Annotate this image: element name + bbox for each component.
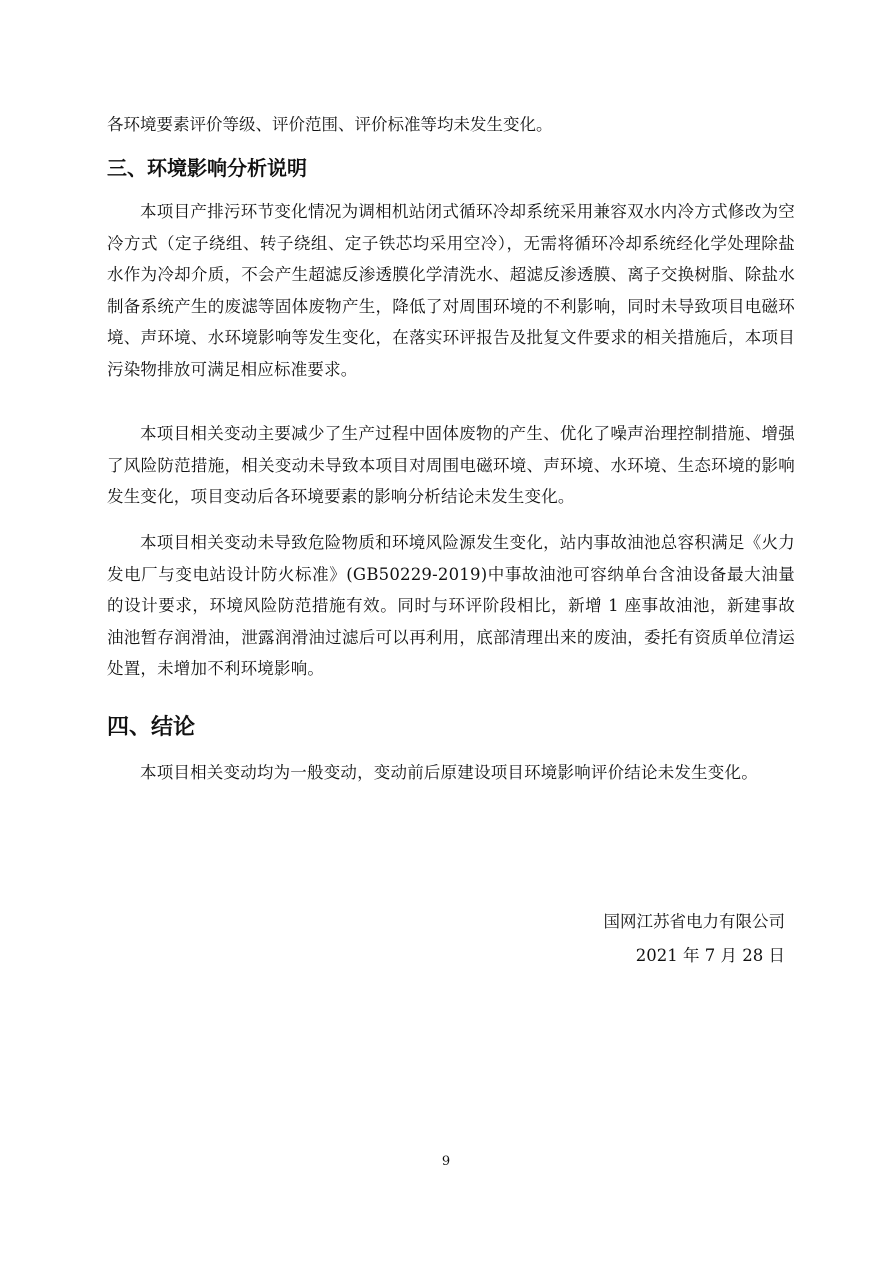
section-four-heading: 四、结论 xyxy=(107,715,196,740)
signature-date: 2021 年 7 月 28 日 xyxy=(635,946,785,965)
section-three-paragraph-2 xyxy=(107,418,795,513)
paragraph-text: 本项目相关变动均为一般变动，变动前后原建设项目环境影响评价结论未发生变化。 xyxy=(140,763,758,782)
section-three-heading: 三、环境影响分析说明 xyxy=(107,156,307,180)
paragraph-text: 本项目相关变动未导致危险物质和环境风险源发生变化，站内事故油池总容积满足《火力发电厂与变电站设计防火标准》(GB50229-2019)中事故油池可容纳单台含油设备最大油量的设计要求，环境风险防范措施有效。同时与环评阶段相比，新增 1 座事故油池，新建事故油池暂存润滑油，泄露润滑油过滤后可以再利用，底部清理出来的废油，委托有资质单位清运处置，未增加不利环境影响。 xyxy=(107,533,795,678)
continuation-text: 各环境要素评价等级、评价范围、评价标准等均未发生变化。 xyxy=(107,115,553,134)
section-three-paragraph-3 xyxy=(107,527,795,685)
section-four-paragraph xyxy=(107,757,795,789)
paragraph-text: 本项目相关变动主要减少了生产过程中固体废物的产生、优化了噪声治理控制措施、增强了风险防范措施，相关变动未导致本项目对周围电磁环境、声环境、水环境、生态环境的影响发生变化，项目变动后各环境要素的影响分析结论未发生变化。 xyxy=(107,424,795,506)
signature-block xyxy=(604,905,786,973)
paragraph-text: 本项目产排污环节变化情况为调相机站闭式循环冷却系统采用兼容双水内冷方式修改为空冷方式（定子绕组、转子绕组、定子铁芯均采用空冷），无需将循环冷却系统经化学处理除盐水作为冷却介质，不会产生超滤反渗透膜化学清洗水、超滤反渗透膜、离子交换树脂、除盐水制备系统产生的废滤等固体废物产生，降低了对周围环境的不利影响，同时未导致项目电磁环境、声环境、水环境影响等发生变化，在落实环评报告及批复文件要求的相关措施后，本项目污染物排放可满足相应标准要求。 xyxy=(107,202,795,379)
page-number: 9 xyxy=(441,1154,451,1169)
signature-company: 国网江苏省电力有限公司 xyxy=(603,912,785,931)
section-three-paragraph-1 xyxy=(107,196,795,385)
